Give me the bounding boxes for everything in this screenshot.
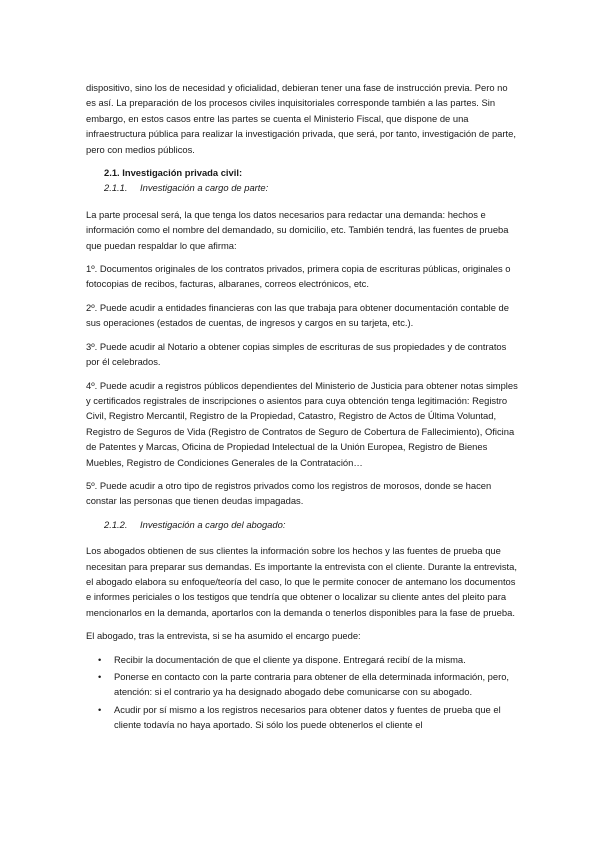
bullet-text: Acudir por sí mismo a los registros necesarios para obtener datos y fuentes de prueba que el cliente todavía no haya aportado. Si sólo los puede obtenerlos el cliente el <box>114 703 501 731</box>
paragraph-tras-entrevista: El abogado, tras la entrevista, si se ha asumido el encargo puede: <box>86 630 361 642</box>
paragraph-intro: dispositivo, sino los de necesidad y oficialidad, debieran tener una fase de instrucción previa. Pero no es así. La preparación de los procesos civiles inquisitoriales corresponde también a las partes. Sin embargo, en estos casos entre las partes se cuenta el Ministerio Fiscal, que dispone de una infraestructura pública para realizar la investigación privada, que será, por tanto, investigación de parte, pero con medios públicos. <box>86 82 516 155</box>
subsection-heading-2-1-1 <box>104 180 518 195</box>
subsection-number: 2.1.2. <box>104 518 128 530</box>
bullet-item <box>86 702 518 733</box>
page-body <box>86 80 518 735</box>
paragraph-abogados: Los abogados obtienen de sus clientes la información sobre los hechos y las fuentes de prueba que necesitan para preparar sus demandas. Es importante la entrevista con el cliente. Durante la entrevista, el abogado elabora su enfoque/teoría del caso, lo que le permite conocer de antemano los documentos e informes periciales o los testigos que tendría que obtener o localizar su cliente antes del pleito para mencionarlos en la demanda, aportarlos con la demanda o tenerlos disponibles para la fase de prueba. <box>86 545 517 618</box>
paragraph-parte: La parte procesal será, la que tenga los datos necesarios para redactar una demanda: hechos e información como el nombre del demandado, su domicilio, etc. También tendrá, las fuentes de prueba que puedan respaldar lo que afirma: <box>86 208 509 251</box>
bullet-item <box>86 669 518 700</box>
bullet-icon: • <box>98 703 102 715</box>
subsection-title: Investigación a cargo de parte: <box>140 182 269 194</box>
subsection-number: 2.1.1. <box>104 182 128 194</box>
bullet-text: Recibir la documentación de que el cliente ya dispone. Entregará recibí de la misma. <box>114 653 466 665</box>
list-item-1: 1º. Documentos originales de los contratos privados, primera copia de escrituras públicas, originales o fotocopias de recibos, facturas, albaranes, correos electrónicos, etc. <box>86 263 511 290</box>
subsection-title: Investigación a cargo del abogado: <box>140 518 286 530</box>
bullet-icon: • <box>98 653 102 665</box>
bullet-text: Ponerse en contacto con la parte contraria para obtener de ella determinada información, pero, atención: si el contrario ya ha designado abogado debe comunicarse con su abogado. <box>114 671 510 698</box>
subsection-heading-2-1-2 <box>104 517 518 532</box>
section-heading-2-1: 2.1. Investigación privada civil: <box>104 167 243 179</box>
bullet-item <box>86 652 518 667</box>
bullet-icon: • <box>98 671 102 682</box>
list-item-2: 2º. Puede acudir a entidades financieras con las que trabaja para obtener documentación contable de sus operaciones (estados de cuentas, de ingresos y cargos en su tarjeta, etc.). <box>86 301 509 329</box>
list-item-3: 3º. Puede acudir al Notario a obtener copias simples de escrituras de sus propiedades y de contratos por él celebrados. <box>86 340 507 368</box>
list-item-5: 5º. Puede acudir a otro tipo de registros privados como los registros de morosos, donde se hacen constar las personas que tienen deudas impagadas. <box>86 479 492 507</box>
list-item-4: 4º. Puede acudir a registros públicos dependientes del Ministerio de Justicia para obtener notas simples y certificados registrales de inscripciones o asientos para cuya obtención tenga legitimación: Registro Civil, Registro Mercantil, Registro de la Propiedad, Catastro, Registro de Actos de Última Voluntad, Registro de Seguros de Vida (Registro de Contratos de Seguro de Cobertura de Fallecimiento), Oficina de Patentes y Marcas, Oficina de Propiedad Intelectual de la Unión Europea, Registro de Bienes Muebles, Registro de Condiciones Generales de la Contratación… <box>86 379 518 468</box>
bullet-list <box>86 652 518 733</box>
